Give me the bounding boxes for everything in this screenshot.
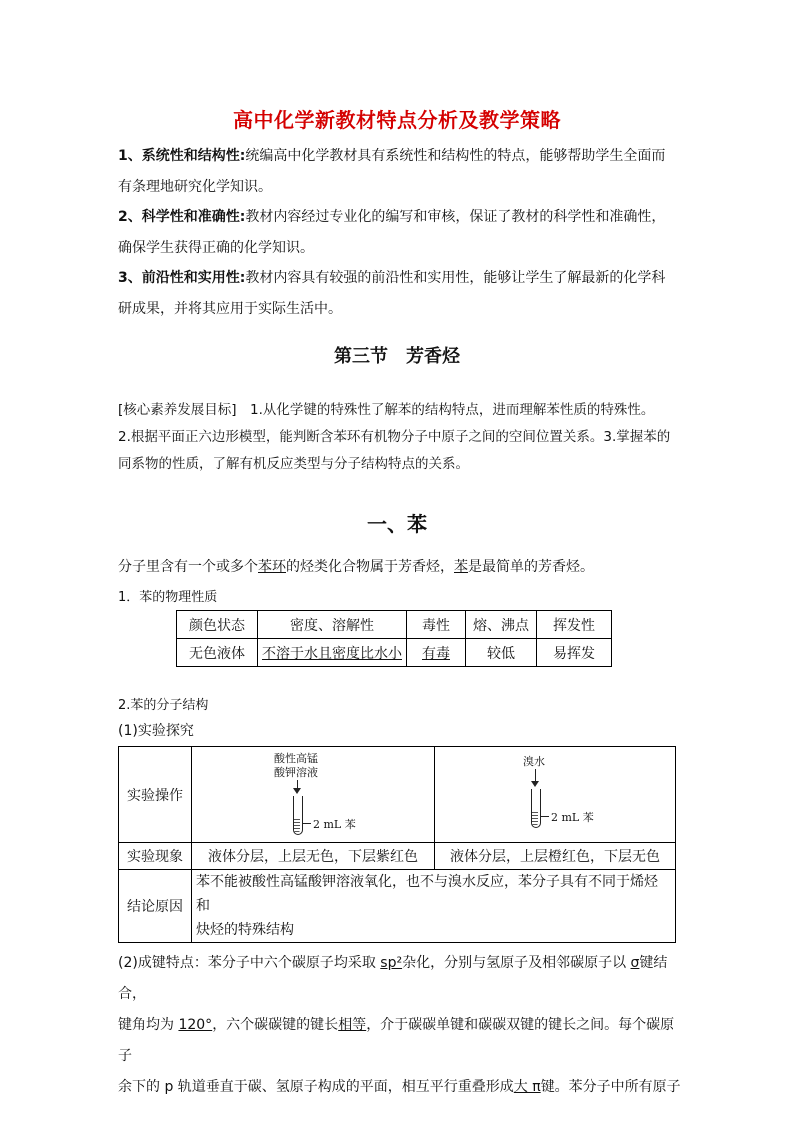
point-2: [118, 202, 680, 264]
table-header: 熔、沸点: [466, 611, 537, 639]
row-label: 实验操作: [119, 747, 192, 843]
table-header: 毒性: [407, 611, 466, 639]
phenomenon-cell: 液体分层，上层橙红色，下层无色: [435, 843, 676, 870]
underline-answer: 相等: [338, 1017, 367, 1033]
point-text-cont: 有条理地研究化学知识。: [118, 179, 272, 195]
underline-answer: 大 π: [513, 1079, 541, 1095]
point-text: 教材内容经过专业化的编写和审核，保证了教材的科学性和准确性，: [245, 209, 666, 225]
goals-line: 2.根据平面正六边形模型，能判断含苯环有机物分子中原子之间的空间位置关系。3.掌握苯的: [118, 429, 671, 445]
section-title: 第三节 芳香烃: [334, 346, 460, 367]
underline-answer: σ: [630, 955, 640, 971]
amount-label: 2 mL 苯: [313, 818, 356, 831]
experiment-table: [118, 746, 676, 943]
underline-answer: 苯环: [258, 559, 286, 575]
underline-answer: 苯: [454, 559, 468, 575]
table-cell: 无色液体: [177, 639, 258, 667]
point-text-cont: 确保学生获得正确的化学知识。: [118, 240, 314, 256]
experiment-1-diagram: [192, 747, 435, 843]
physical-title: 1．苯的物理性质: [118, 590, 218, 605]
bonding-text: (2)成键特点：苯分子中六个碳原子均采取 sp²杂化，分别与氢原子及相邻碳原子以 σ键结合， 键角均为 120°，六个碳碳键的键长相等，介于碳碳单键和碳碳双键的键长之间。每个碳原子 余下的 p 轨道垂直于碳、氢原子构成的平面，相互平行重叠形成大 π键。苯分子中所有原子: [118, 955, 681, 1095]
reagent-label: 酸性高锰: [274, 752, 318, 765]
point-3: [118, 263, 680, 325]
table-cell: 易挥发: [537, 639, 612, 667]
point-label: 1、系统性和结构性:: [118, 148, 246, 164]
structure-subtitle: (1)实验探究: [118, 723, 194, 739]
conclusion-cell: 苯不能被酸性高锰酸钾溶液氧化，也不与溴水反应，苯分子具有不同于烯烃和 炔烃的特殊结构: [192, 870, 676, 943]
row-label: 实验现象: [119, 843, 192, 870]
point-1: [118, 141, 680, 203]
reagent-label: 溴水: [523, 755, 545, 768]
point-label: 3、前沿性和实用性:: [118, 270, 246, 286]
underline-answer: 120°: [178, 1017, 213, 1033]
row-label: 结论原因: [119, 870, 192, 943]
point-text: 教材内容具有较强的前沿性和实用性，能够让学生了解最新的化学科: [245, 270, 666, 286]
intro-text: 分子里含有一个或多个苯环的烃类化合物属于芳香烃，苯是最简单的芳香烃。: [118, 559, 594, 575]
amount-label: 2 mL 苯: [551, 811, 594, 824]
point-text-cont: 研成果，并将其应用于实际生活中。: [118, 301, 342, 317]
goals-line: [核心素养发展目标] 1.从化学键的特殊性了解苯的结构特点，进而理解苯性质的特殊性。: [118, 402, 655, 418]
experiment-2-diagram: [435, 747, 676, 843]
heading-benzene: 一、苯: [367, 512, 427, 536]
table-header: 密度、溶解性: [258, 611, 407, 639]
physical-table: [176, 610, 612, 667]
table-cell: 不溶于水且密度比水小: [258, 639, 407, 667]
structure-title: 2.苯的分子结构: [118, 698, 209, 713]
reagent-label: 酸钾溶液: [274, 766, 318, 779]
underline-answer: sp²: [380, 955, 403, 971]
table-header: 挥发性: [537, 611, 612, 639]
goals-line: 同系物的性质，了解有机反应类型与分子结构特点的关系。: [118, 456, 469, 472]
table-cell: 较低: [466, 639, 537, 667]
phenomenon-cell: 液体分层，上层无色，下层紫红色: [192, 843, 435, 870]
point-label: 2、科学性和准确性:: [118, 209, 246, 225]
point-text: 统编高中化学教材具有系统性和结构性的特点，能够帮助学生全面而: [245, 148, 666, 164]
table-header: 颜色状态: [177, 611, 258, 639]
table-cell: 有毒: [407, 639, 466, 667]
core-goals: [118, 397, 680, 478]
page-title: 高中化学新教材特点分析及教学策略: [233, 108, 561, 132]
